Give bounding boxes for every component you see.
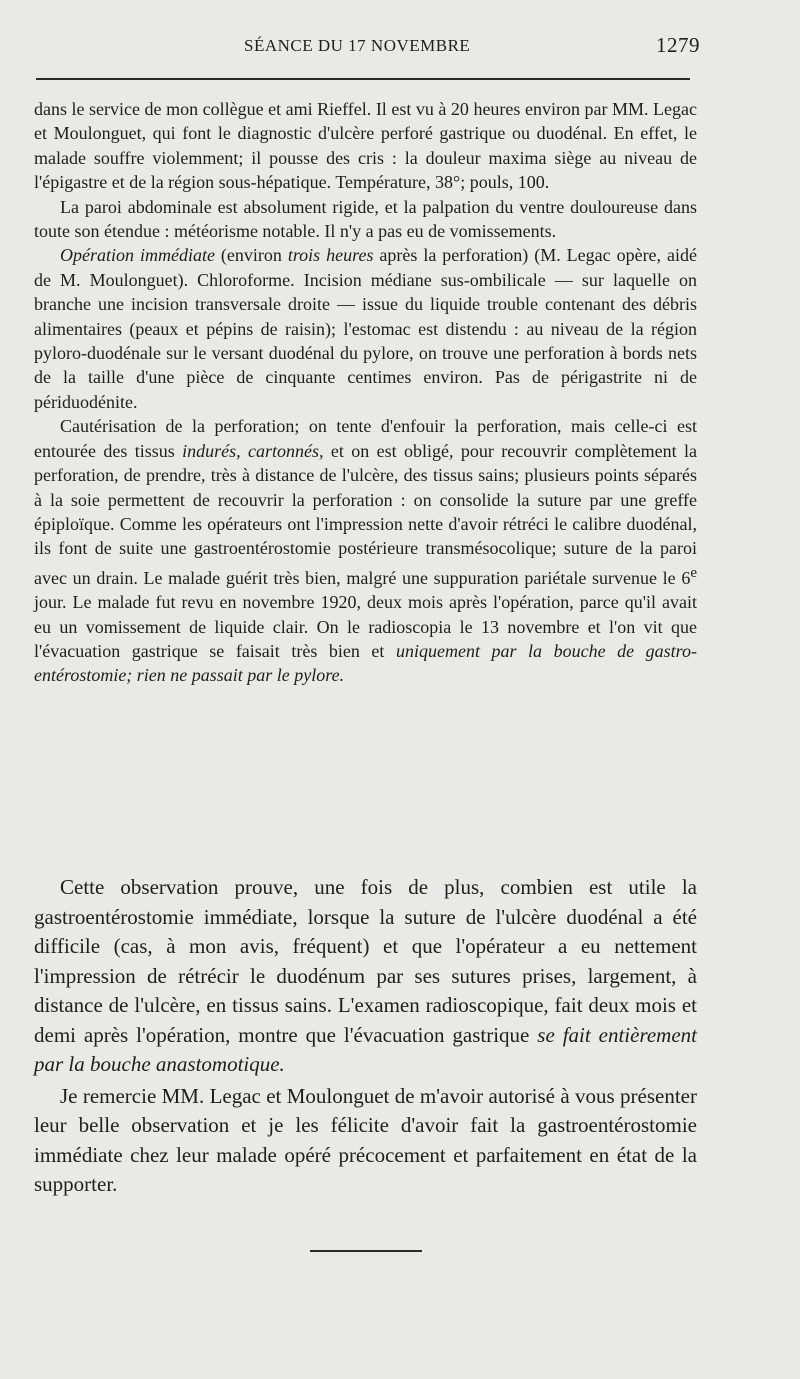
italic-text: trois heures (287, 245, 374, 266)
italic-text: indurés, cartonnés, (182, 440, 324, 461)
observation-text: et on est obligé, pour recouvrir complètement la perforation, de prendre, très à distance de l'ulcère, des tissus sains; plusieurs points séparés à la soie permettent de recouvrir la perforation : on consolide la suture par une greffe épiploïque. Comme les opérateurs ont l'impression nette d'avoir rétréci le calibre duodénal, ils font de suite une gastroentérostomie postérieure transmésocolique; suture de la paroi avec un drain. Le malade guérit très bien, malgré une suppuration pariétale survenue le 6 (34, 440, 697, 588)
commentary-text: Je remercie MM. Legac et Moulonguet de m'avoir autorisé à vous présenter leur belle observation et je les félicite d'avoir fait la gastroentérostomie immédiate chez leur malade opéré précocement et parfaitement en état de la supporter. (34, 1083, 697, 1196)
italic-text: se fait entièrement par la bouche anastomotique. (34, 1022, 697, 1076)
italic-text: uniquement par la bouche de gastro-entérostomie; rien ne passait par le pylore. (34, 640, 697, 686)
italic-text: Opération immédiate (60, 245, 215, 266)
observation-text: Cautérisation de la perforation; on tente d'enfouir la perforation, mais celle-ci est entourée des tissus (34, 416, 697, 461)
author-commentary (34, 873, 697, 1200)
observation-text: (environ (214, 245, 288, 266)
commentary-text: Cette observation prouve, une fois de plus, combien est utile la gastroentérostomie immédiate, lorsque la suture de l'ulcère duodénal a été difficile (cas, à mon avis, fréquent) et que l'opérateur a eu nettement l'impression de rétrécir le duodénum par ses sutures prises, largement, à distance de l'ulcère, en tissus sains. L'examen radioscopique, fait deux mois et demi après l'opération, montre que l'évacuation gastrique (34, 875, 697, 1047)
observation-paragraph (34, 243, 697, 414)
page-number: 1279 (656, 33, 700, 57)
running-header (34, 33, 700, 66)
observation-text: La paroi abdominale est absolument rigide, et la palpation du ventre douloureuse dans toute son étendue : météorisme notable. Il n'y a pas eu de vomissements. (34, 196, 697, 242)
superscript: e (690, 564, 697, 581)
observation-paragraph (34, 97, 697, 195)
observation-paragraph (34, 414, 697, 687)
case-observation (34, 97, 697, 688)
running-title: SÉANCE DU 17 NOVEMBRE (244, 36, 471, 55)
observation-paragraph (34, 195, 697, 244)
observation-text: jour. Le malade fut revu en novembre 1920, deux mois après l'opération, parce qu'il avait eu un vomissement de liquide clair. On le radioscopia le 13 novembre et l'on vit que l'évacuation gastrique se faisait très bien et (34, 592, 697, 661)
observation-text: dans le service de mon collègue et ami Rieffel. Il est vu à 20 heures environ par MM. Legac et Moulonguet, qui font le diagnostic d'ulcère perforé gastrique ou duodénal. En effet, le malade souffre violemment; il pousse des cris : la douleur maxima siège au niveau de l'épigastre et de la région sous-hépatique. Température, 38°; pouls, 100. (34, 99, 697, 193)
commentary-paragraph (34, 1082, 697, 1200)
header-rule (36, 78, 690, 80)
end-rule (310, 1250, 422, 1252)
observation-text: après la perforation) (M. Legac opère, aidé de M. Moulonguet). Chloroforme. Incision médiane sus-ombilicale — sur laquelle on branche une incision transversale droite — issue du liquide trouble contenant des débris alimentaires (peaux et pépins de raisin); l'estomac est distendu : au niveau de la région pyloro-duodénale sur le versant duodénal du pylore, on trouve une perforation à bords nets de la taille d'une pièce de cinquante centimes environ. Pas de périgastrite ni de périduodénite. (34, 245, 697, 412)
commentary-paragraph (34, 873, 697, 1080)
